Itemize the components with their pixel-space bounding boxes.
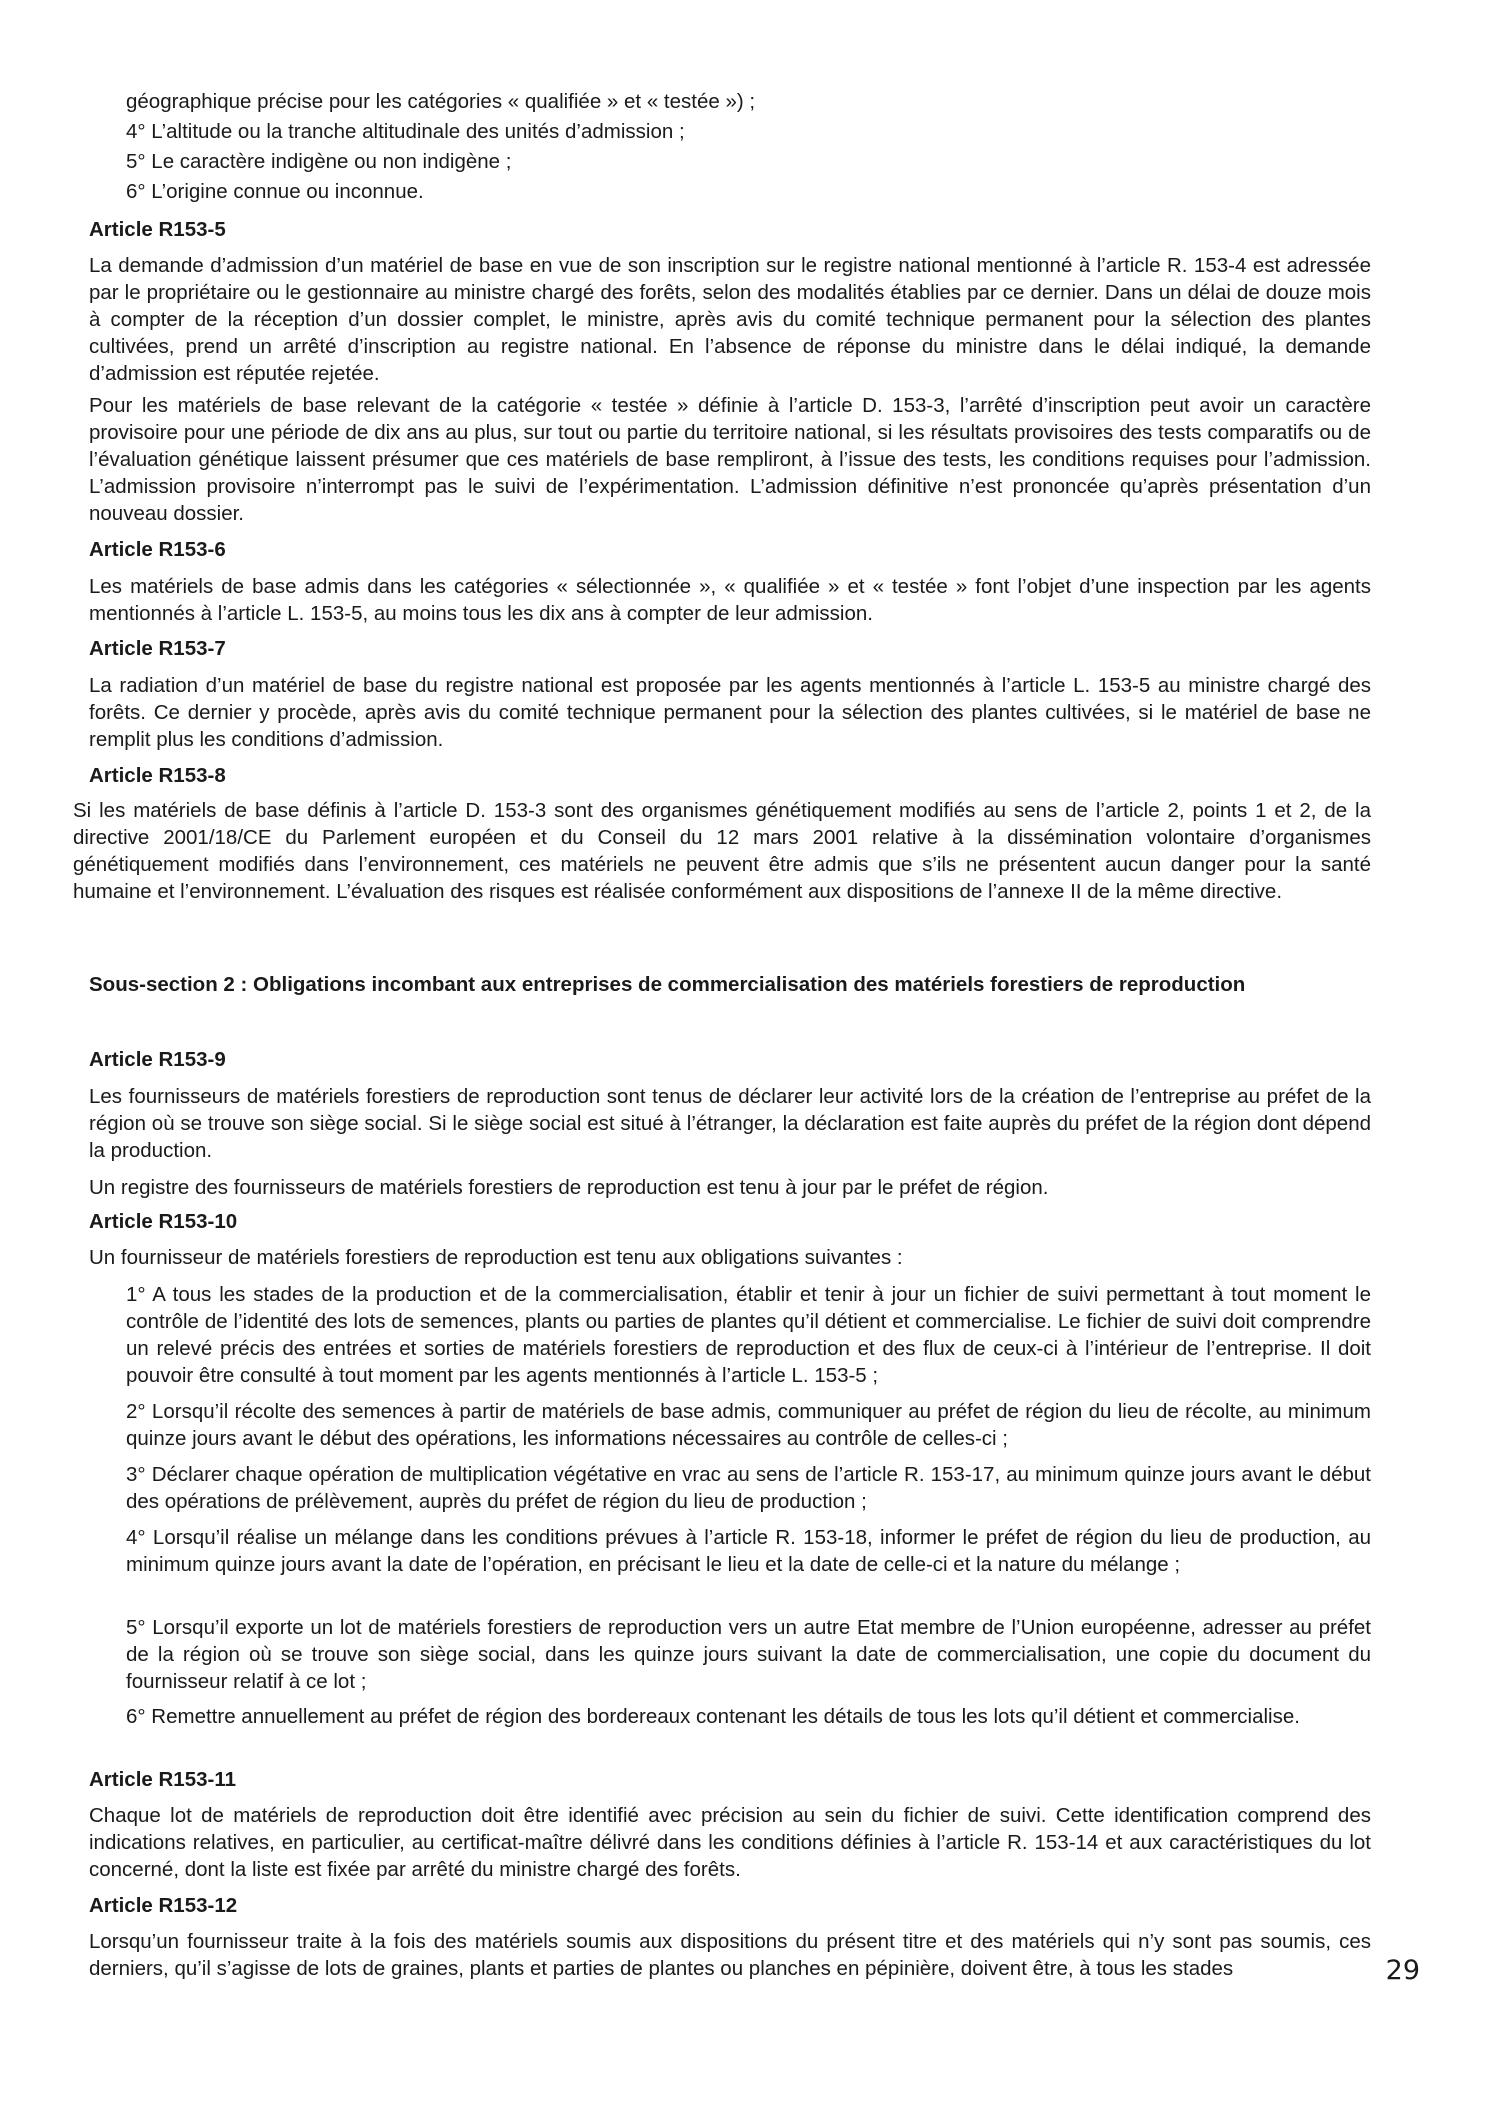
article-r153-10-item-2: 2° Lorsqu’il récolte des semences à partir de matériels de base admis, communiquer au préfet de région du lieu de récolte, au minimum quinze jours avant le début des opérations, les informations nécessaires au contrôle de celles-ci ; xyxy=(126,1400,1371,1450)
intro-line-4: 6° L’origine connue ou inconnue. xyxy=(126,180,424,203)
article-r153-9-title: Article R153-9 xyxy=(89,1048,226,1071)
article-r153-10-item-3: 3° Déclarer chaque opération de multiplication végétative en vrac au sens de l’article R. 153-17, au minimum quinze jours avant le début des opérations de prélèvement, auprès du préfet de région du lieu de production ; xyxy=(126,1463,1371,1513)
article-r153-10-intro: Un fournisseur de matériels forestiers de reproduction est tenu aux obligations suivantes : xyxy=(89,1246,903,1269)
article-r153-10-title: Article R153-10 xyxy=(89,1210,238,1233)
article-r153-6-paragraph-1: Les matériels de base admis dans les catégories « sélectionnée », « qualifiée » et « testée » font l’objet d’une inspection par les agents mentionnés à l’article L. 153-5, au moins tous les dix ans à compter de leur admission. xyxy=(89,575,1371,625)
article-r153-12-title: Article R153-12 xyxy=(89,1894,238,1917)
article-r153-10-item-4: 4° Lorsqu’il réalise un mélange dans les conditions prévues à l’article R. 153-18, informer le préfet de région du lieu de production, au minimum quinze jours avant la date de l’opération, en précisant le lieu et la date de celle-ci et la nature du mélange ; xyxy=(126,1526,1371,1576)
article-r153-8-title: Article R153-8 xyxy=(89,764,226,787)
intro-line-3: 5° Le caractère indigène ou non indigène ; xyxy=(126,150,512,173)
article-r153-8-paragraph-1: Si les matériels de base définis à l’article D. 153-3 sont des organismes génétiquement modifiés au sens de l’article 2, points 1 et 2, de la directive 2001/18/CE du Parlement européen et du Conseil du 12 mars 2001 relative à la dissémination volontaire d’organismes génétiquement modifiés dans l’environnement, ces matériels ne peuvent être admis que s’ils ne présentent aucun danger pour la santé humaine et l’environnement. L’évaluation des risques est réalisée conformément aux dispositions de l’annexe II de la même directive. xyxy=(73,799,1371,903)
article-r153-7-title: Article R153-7 xyxy=(89,637,226,660)
article-r153-7-paragraph-1: La radiation d’un matériel de base du registre national est proposée par les agents mentionnés à l’article L. 153-5 au ministre chargé des forêts. Ce dernier y procède, après avis du comité technique permanent pour la sélection des plantes cultivées, si le matériel de base ne remplit plus les conditions d’admission. xyxy=(89,674,1371,751)
article-r153-9-paragraph-1: Les fournisseurs de matériels forestiers de reproduction sont tenus de déclarer leur activité lors de la création de l’entreprise au préfet de la région où se trouve son siège social. Si le siège social est situé à l’étranger, la déclaration est faite auprès du préfet de la région dont dépend la production. xyxy=(89,1085,1371,1162)
article-r153-10-item-1: 1° A tous les stades de la production et de la commercialisation, établir et tenir à jour un fichier de suivi permettant à tout moment le contrôle de l’identité des lots de semences, plants ou parties de plantes qu’il détient et commercialise. Le fichier de suivi doit comprendre un relevé précis des entrées et sorties de matériels forestiers de reproduction et des flux de ceux-ci à l’intérieur de l’entreprise. Il doit pouvoir être consulté à tout moment par les agents mentionnés à l’article L. 153-5 ; xyxy=(126,1283,1371,1387)
article-r153-10-item-5: 5° Lorsqu’il exporte un lot de matériels forestiers de reproduction vers un autre Etat membre de l’Union européenne, adresser au préfet de la région où se trouve son siège social, dans les quinze jours suivant la date de commercialisation, une copie du document du fournisseur relatif à ce lot ; xyxy=(126,1616,1371,1693)
intro-line-2: 4° L’altitude ou la tranche altitudinale des unités d’admission ; xyxy=(126,120,685,143)
article-r153-5-title: Article R153-5 xyxy=(89,218,226,241)
article-r153-5-paragraph-2: Pour les matériels de base relevant de la catégorie « testée » définie à l’article D. 153-3, l’arrêté d’inscription peut avoir un caractère provisoire pour une période de dix ans au plus, sur tout ou partie du territoire national, si les résultats provisoires des tests comparatifs ou de l’évaluation génétique laissent présumer que ces matériels de base rempliront, à l’issue des tests, les conditions requises pour l’admission. L’admission provisoire n’interrompt pas le suivi de l’expérimentation. L’admission définitive n’est prononcée qu’après présentation d’un nouveau dossier. xyxy=(89,394,1371,525)
intro-line-1: géographique précise pour les catégories « qualifiée » et « testée ») ; xyxy=(126,90,756,113)
subsection-2-title: Sous-section 2 : Obligations incombant aux entreprises de commercialisation des matériels forestiers de reproduction xyxy=(89,973,1246,996)
page-number: 29 xyxy=(1385,1955,1420,1986)
article-r153-9-paragraph-2: Un registre des fournisseurs de matériels forestiers de reproduction est tenu à jour par le préfet de région. xyxy=(89,1176,1049,1199)
article-r153-11-paragraph-1: Chaque lot de matériels de reproduction doit être identifié avec précision au sein du fichier de suivi. Cette identification comprend des indications relatives, en particulier, au certificat-maître délivré dans les conditions définies à l’article R. 153-14 et aux caractéristiques du lot concerné, dont la liste est fixée par arrêté du ministre chargé des forêts. xyxy=(89,1804,1371,1881)
article-r153-10-item-6: 6° Remettre annuellement au préfet de région des bordereaux contenant les détails de tous les lots qu’il détient et commercialise. xyxy=(126,1705,1300,1728)
article-r153-11-title: Article R153-11 xyxy=(89,1768,237,1791)
article-r153-6-title: Article R153-6 xyxy=(89,538,226,561)
article-r153-12-paragraph-1: Lorsqu’un fournisseur traite à la fois des matériels soumis aux dispositions du présent titre et des matériels qui n’y sont pas soumis, ces derniers, qu’il s’agisse de lots de graines, plants et parties de plantes ou planches en pépinière, doivent être, à tous les stades xyxy=(89,1930,1371,1980)
article-r153-5-paragraph-1: La demande d’admission d’un matériel de base en vue de son inscription sur le registre national mentionné à l’article R. 153-4 est adressée par le propriétaire ou le gestionnaire au ministre chargé des forêts, selon des modalités établies par ce dernier. Dans un délai de douze mois à compter de la réception d’un dossier complet, le ministre, après avis du comité technique permanent pour la sélection des plantes cultivées, prend un arrêté d’inscription au registre national. En l’absence de réponse du ministre dans le délai indiqué, la demande d’admission est réputée rejetée. xyxy=(89,254,1371,385)
